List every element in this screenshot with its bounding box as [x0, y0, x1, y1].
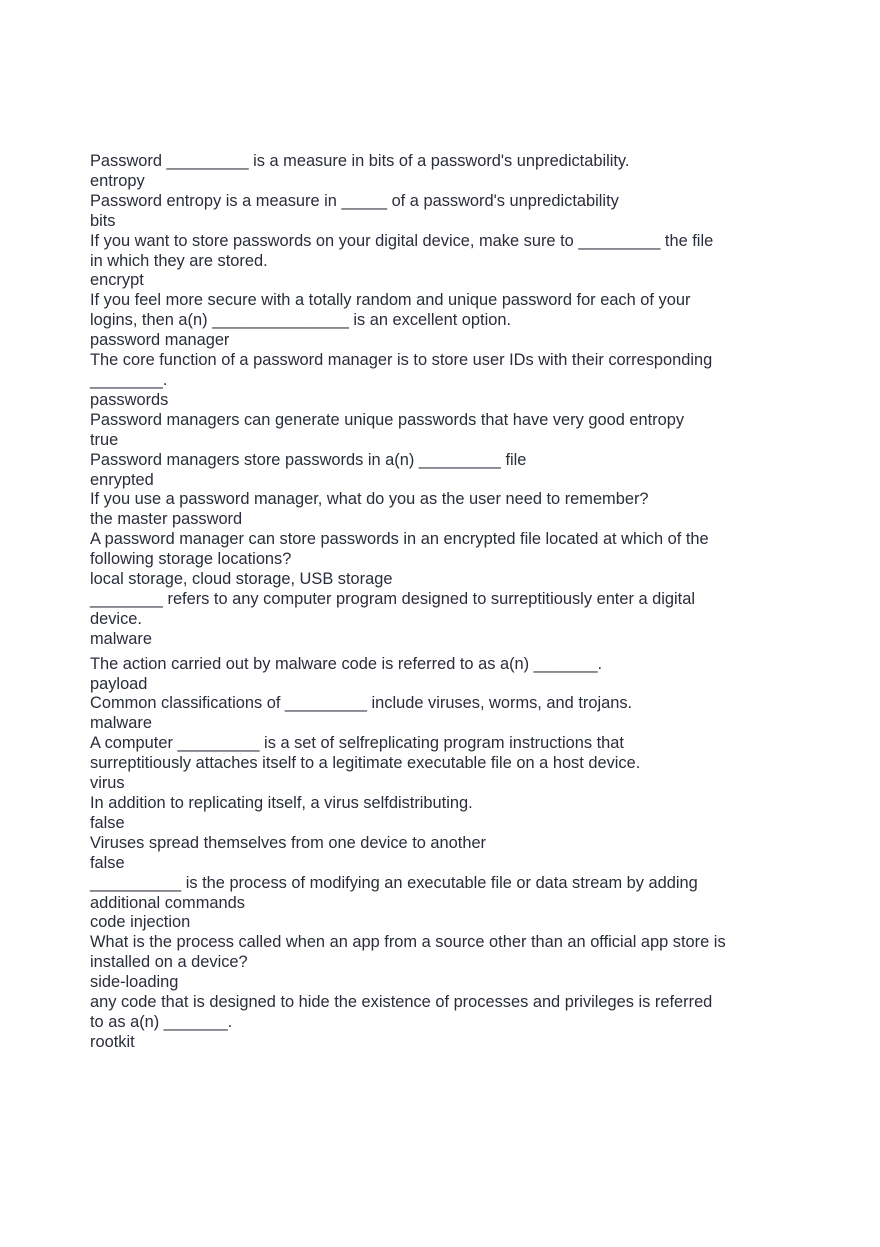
answer-line: malware	[90, 714, 152, 733]
answer-line: local storage, cloud storage, USB storage	[90, 570, 393, 589]
question-line: device.	[90, 609, 142, 628]
question-line: Common classifications of _________ include viruses, worms, and trojans.	[90, 694, 633, 713]
question-line: What is the process called when an app from a source other than an official app store is	[90, 933, 726, 952]
question-line: In addition to replicating itself, a virus selfdistributing.	[90, 794, 473, 812]
question-line: to as a(n) _______.	[90, 1012, 233, 1031]
question-line: Password entropy is a measure in _____ of a password's unpredictability	[90, 191, 619, 210]
question-line: following storage locations?	[90, 550, 292, 569]
question-line: Password managers store passwords in a(n) _________ file	[90, 450, 527, 469]
question-line: A computer _________ is a set of selfreplicating program instructions that	[90, 734, 624, 753]
answer-line: virus	[90, 774, 125, 793]
question-line: If you want to store passwords on your digital device, make sure to _________ the file	[90, 231, 714, 250]
answer-line: entropy	[90, 171, 145, 190]
question-line: surreptitiously attaches itself to a legitimate executable file on a host device.	[90, 754, 641, 773]
answer-line: true	[90, 430, 119, 449]
question-line: logins, then a(n) _______________ is an excellent option.	[90, 311, 512, 330]
question-line: ________ refers to any computer program designed to surreptitiously enter a digital	[90, 589, 695, 608]
answer-line: false	[90, 813, 125, 832]
question-line: The core function of a password manager is to store user IDs with their corresponding	[90, 351, 713, 370]
question-line: Password _________ is a measure in bits of a password's unpredictability.	[90, 152, 630, 170]
answer-line: passwords	[90, 390, 169, 409]
answer-line: the master password	[90, 510, 243, 529]
document-body	[90, 152, 780, 1053]
question-line: If you use a password manager, what do you as the user need to remember?	[90, 490, 649, 509]
question-line: The action carried out by malware code is referred to as a(n) _______.	[90, 654, 603, 673]
answer-line: bits	[90, 211, 116, 230]
answer-line: encrypt	[90, 271, 144, 290]
question-line: Viruses spread themselves from one device to another	[90, 833, 487, 852]
answer-line: malware	[90, 629, 152, 648]
question-line: ________.	[90, 370, 168, 389]
answer-line: side-loading	[90, 973, 179, 992]
answer-line: code injection	[90, 913, 191, 932]
question-line: installed on a device?	[90, 953, 248, 972]
question-line: A password manager can store passwords in an encrypted file located at which of the	[90, 530, 709, 549]
question-line: additional commands	[90, 893, 245, 912]
question-line: any code that is designed to hide the existence of processes and privileges is referred	[90, 993, 713, 1012]
answer-line: payload	[90, 674, 148, 693]
question-line: If you feel more secure with a totally random and unique password for each of your	[90, 291, 691, 310]
answer-line: password manager	[90, 331, 230, 350]
question-line: __________ is the process of modifying an executable file or data stream by adding	[90, 873, 698, 892]
question-line: Password managers can generate unique passwords that have very good entropy	[90, 410, 685, 429]
answer-line: false	[90, 853, 125, 872]
answer-line: rootkit	[90, 1032, 135, 1051]
question-line: in which they are stored.	[90, 251, 268, 270]
answer-line: enrypted	[90, 470, 154, 489]
